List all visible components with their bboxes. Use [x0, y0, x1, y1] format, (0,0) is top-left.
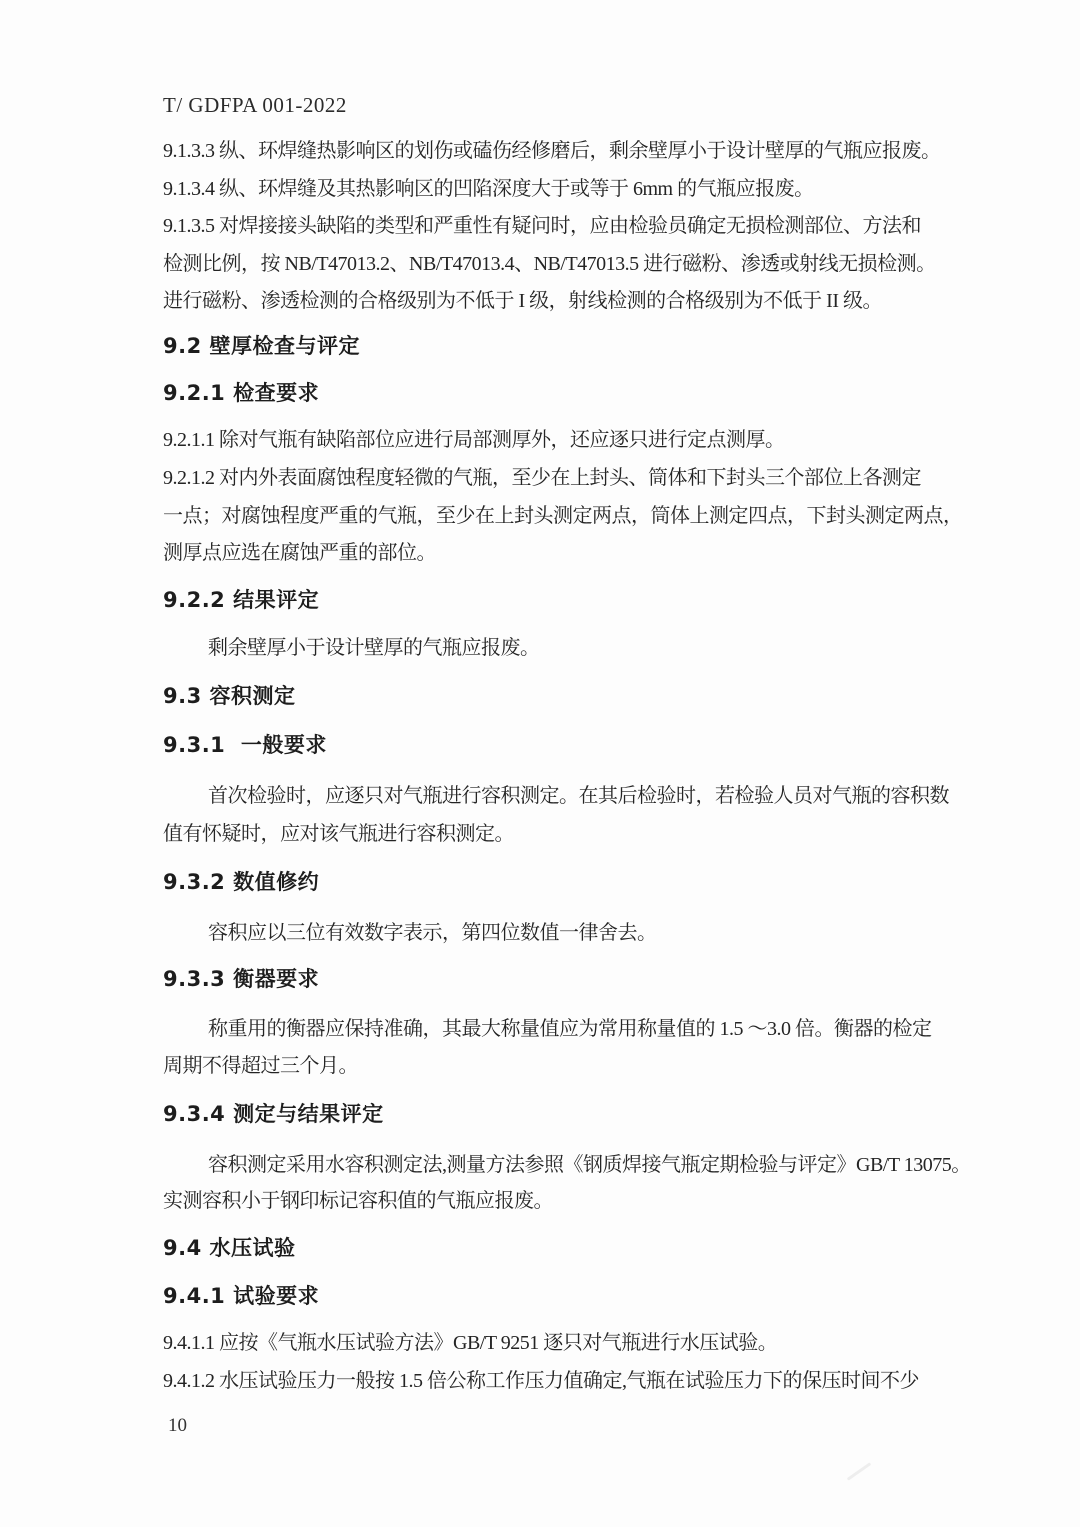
clause-9.1.3.3: 9.1.3.3 纵、环焊缝热影响区的划伤或磕伤经修磨后，剩余壁厚小于设计壁厚的气瓶应报废。	[163, 140, 941, 162]
section-heading-9.4.1: 9.4.1 试验要求	[163, 1284, 320, 1308]
clause-9.1.3.4: 9.1.3.4 纵、环焊缝及其热影响区的凹陷深度大于或等于 6mm 的气瓶应报废。	[163, 178, 814, 200]
section-heading-9.4: 9.4 水压试验	[163, 1236, 296, 1260]
clause-9.4.1.1: 9.4.1.1 应按《气瓶水压试验方法》GB/T 9251 逐只对气瓶进行水压试验。	[163, 1332, 778, 1354]
scan-artifact	[847, 1462, 872, 1481]
clause-9.3.3-body-line-2: 周期不得超过三个月。	[163, 1055, 358, 1077]
clause-9.3.1-body-line-2: 值有怀疑时，应对该气瓶进行容积测定。	[163, 823, 514, 845]
clause-9.2.1.2: 9.2.1.2 对内外表面腐蚀程度轻微的气瓶，至少在上封头、筒体和下封头三个部位上各测定	[163, 467, 921, 489]
section-heading-9.3: 9.3 容积测定	[163, 684, 296, 708]
clause-9.2.1.1: 9.2.1.1 除对气瓶有缺陷部位应进行局部测厚外，还应逐只进行定点测厚。	[163, 429, 785, 451]
clause-9.3.1-body-line-1: 首次检验时，应逐只对气瓶进行容积测定。在其后检验时，若检验人员对气瓶的容积数	[208, 785, 949, 807]
section-heading-9.2.2: 9.2.2 结果评定	[163, 588, 320, 612]
clause-9.2.1.2-cont-2: 测厚点应选在腐蚀严重的部位。	[163, 542, 436, 564]
section-heading-9.2.1: 9.2.1 检查要求	[163, 381, 320, 405]
clause-9.2.2-body: 剩余壁厚小于设计壁厚的气瓶应报废。	[208, 637, 540, 659]
clause-9.1.3.5-cont-2: 进行磁粉、渗透检测的合格级别为不低于 I 级，射线检测的合格级别为不低于 II 级。	[163, 290, 882, 312]
section-heading-9.3.4: 9.3.4 测定与结果评定	[163, 1102, 384, 1126]
clause-9.3.3-body-line-1: 称重用的衡器应保持准确，其最大称量值应为常用称量值的 1.5 ～3.0 倍。衡器的检定	[208, 1018, 932, 1040]
clause-9.3.4-body-line-2: 实测容积小于钢印标记容积值的气瓶应报废。	[163, 1190, 553, 1212]
section-heading-9.3.3: 9.3.3 衡器要求	[163, 967, 320, 991]
document-header: T/ GDFPA 001-2022	[163, 93, 347, 117]
clause-9.2.1.2-cont-1: 一点；对腐蚀程度严重的气瓶，至少在上封头测定两点，筒体上测定四点，下封头测定两点，	[163, 505, 963, 527]
clause-9.1.3.5: 9.1.3.5 对焊接接头缺陷的类型和严重性有疑问时，应由检验员确定无损检测部位、方法和	[163, 215, 921, 237]
page-number: 10	[168, 1415, 187, 1436]
section-heading-9.3.1: 9.3.1 一般要求	[163, 733, 327, 757]
section-heading-9.2: 9.2 壁厚检查与评定	[163, 334, 361, 358]
clause-9.3.4-body-line-1: 容积测定采用水容积测定法,测量方法参照《钢质焊接气瓶定期检验与评定》GB/T 13075。	[208, 1154, 971, 1176]
clause-9.4.1.2: 9.4.1.2 水压试验压力一般按 1.5 倍公称工作压力值确定,气瓶在试验压力下的保压时间不少	[163, 1370, 919, 1392]
clause-9.1.3.5-cont-1: 检测比例，按 NB/T47013.2、NB/T47013.4、NB/T47013.5 进行磁粉、渗透或射线无损检测。	[163, 253, 936, 275]
clause-9.3.2-body: 容积应以三位有效数字表示，第四位数值一律舍去。	[208, 922, 657, 944]
section-heading-9.3.2: 9.3.2 数值修约	[163, 870, 320, 894]
